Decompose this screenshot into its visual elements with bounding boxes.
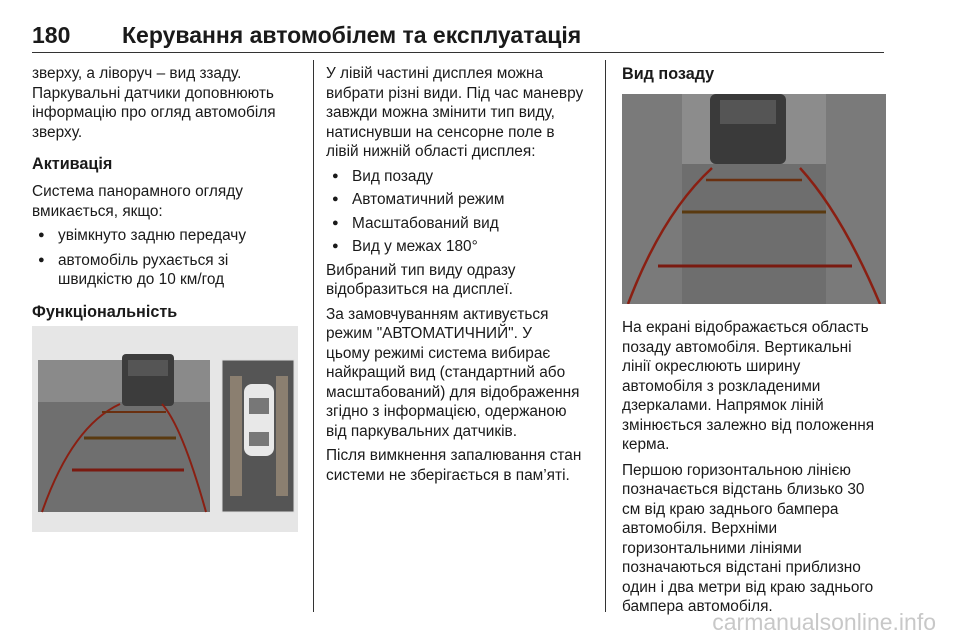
page-header (32, 22, 884, 56)
view-display-paragraph: Вибраний тип виду одразу відобразиться на дисплеї. (326, 261, 516, 298)
rear-view-paragraph: На екрані відображається область позаду автомобіля. Вертикальні лінії окреслюють ширину автомобіля з розкладеними дзеркалами. Напрямок ліній змінюється залежно від положення керма. (622, 319, 875, 453)
column-middle (326, 64, 598, 485)
rear-view-heading: Вид позаду (622, 65, 715, 83)
column-right-text (622, 318, 892, 617)
ignition-paragraph: Після вимкнення запалювання стан системи не зберігається в пам’яті. (326, 447, 582, 484)
activation-heading: Активація (32, 155, 113, 173)
view-options-list (326, 167, 598, 257)
intro-paragraph: зверху, а ліворуч – вид ззаду. Паркувальні датчики доповнюють інформацію про огляд автомобіля зверху. (32, 65, 276, 141)
column-left (32, 64, 304, 322)
activation-paragraph: Система панорамного огляду вмикається, якщо: (32, 183, 243, 220)
list-item: ● Автоматичний режим (326, 190, 598, 210)
page-number: 180 (32, 22, 71, 48)
auto-mode-paragraph: За замовчуванням активується режим "АВТОМАТИЧНИЙ". У цьому режимі система вибирає найкращий вид (стандартний або масштабований) для відображення згідно з інформацією, одержаною від паркувальних датчиків. (326, 305, 580, 440)
column-divider (313, 60, 314, 612)
column-divider (605, 60, 606, 612)
column-right (622, 64, 892, 84)
list-item: ● автомобіль рухається зі швидкістю до 10 км/год (32, 251, 304, 290)
list-item: ● Вид позаду (326, 167, 598, 187)
function-heading: Функціональність (32, 302, 178, 321)
header-divider (32, 52, 884, 53)
section-title: Керування автомобілем та експлуатація (122, 22, 582, 48)
activation-conditions (32, 226, 304, 290)
list-item: ● Масштабований вид (326, 214, 598, 234)
panorama-view-illustration (32, 326, 298, 532)
view-selection-paragraph: У лівій частині дисплея можна вибрати різні види. Під час маневру завжди можна змінити тип виду, натиснувши на сенсорне поле в лівій нижній області дисплея: (326, 65, 584, 160)
watermark: carmanualsonline.info (712, 609, 936, 635)
list-item: ● увімкнуто задню передачу (32, 226, 304, 246)
distance-lines-paragraph: Першою горизонтальною лінією позначається відстань близько 30 см від краю заднього бампера автомобіля. Верхніми горизонтальними лініями позначаються відстані приблизно один і два метри від краю заднього бампера автомобіля. (622, 461, 874, 615)
list-item: ● Вид у межах 180° (326, 237, 598, 257)
rear-view-camera-illustration (622, 94, 886, 304)
